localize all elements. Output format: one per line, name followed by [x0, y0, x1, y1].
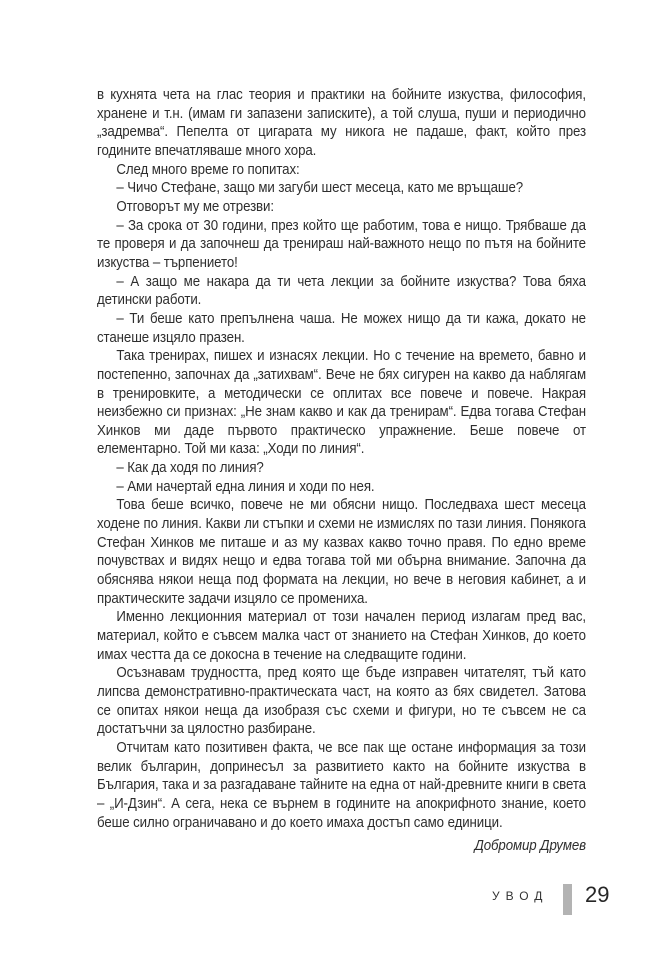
paragraph: Отговорът му ме отрезви: [116, 198, 274, 215]
paragraph-dialogue: – Как да ходя по линия? [116, 460, 264, 477]
paragraph: Именно лекционния материал от този начален период излагам пред вас, материал, който е съвсем малка част от знанието на Стефан Хинков, до което имах честта да се докосна в течение на следващите години. [97, 609, 586, 663]
paragraph: Това беше всичко, повече не ми обясни нищо. Последваха шест месеца ходене по линия. Какви ли стъпки и схеми не измислях по тази линия. Понякога Стефан Хинков ме питаше и аз му казвах какво точно правя. По едно време почувствах и видях нещо и едва тогава той ми обърна внимание. Започна да обяснява някои неща под формата на лекции, но вече в неговия кабинет, а и практическите задачи изцяло се промениха. [97, 497, 586, 607]
author-credit: Добромир Друмев [474, 838, 586, 855]
page-number: 29 [585, 882, 610, 907]
paragraph-dialogue: – Чичо Стефане, защо ми загуби шест месеца, като ме връщаше? [116, 180, 524, 197]
paragraph-dialogue: – За срока от 30 години, през който ще работим, това е нищо. Трябваше да те проверя и да започнеш да тренираш най-важното нещо по пътя на бойните изкуства – търпението! [97, 217, 586, 271]
paragraph-dialogue: – Ами начертай една линия и ходи по нея. [116, 478, 375, 495]
footer-divider-bar [563, 884, 572, 915]
paragraph: Така тренирах, пишех и изнасях лекции. Но с течение на времето, бавно и постепенно, започнах да „затихвам“. Вече не бях сигурен на какво да наблягам в тренировките, а методически се оплитах все повече и повече. Накрая неизбежно си признах: „Не знам какво и как да тренирам“. Едва тогава Стефан Хинков ми даде първото практическо упражнение. Беше повече от елементарно. Той ми каза: „Ходи по линия“. [97, 348, 586, 458]
paragraph-dialogue: – А защо ме накара да ти чета лекции за бойните изкуства? Това бяха детински работи. [97, 273, 586, 309]
paragraph: в кухнята чета на глас теория и практики на бойните изкуства, философия, хранене и т.н. (имам ги запазени записките), а той слуша, пуши и периодично „задремва“. Пепелта от цигарата му никога не падаше, факт, който през годините впечатляваше много хора. [97, 87, 586, 159]
paragraph-dialogue: – Ти беше като препълнена чаша. Не можех нищо да ти кажа, докато не станеше изцяло празен. [97, 310, 586, 346]
footer-section-label: УВОД [492, 889, 549, 903]
paragraph: Осъзнавам трудността, пред която ще бъде изправен читателят, тъй като липсва демонстративно-практическата част, на която аз бях свидетел. Затова се опитах някои неща да изобразя със схеми и фигури, но те съвсем не са достатъчни за цялостно разбиране. [97, 665, 586, 738]
paragraph: Отчитам като позитивен факта, че все пак ще остане информация за този велик българин, допринесъл за развитието както на бойните изкуства в България, така и за разгадаване тайните на една от най-древните книги в света – „И-Дзин“. А сега, нека се върнем в годините на апокрифното знание, което беше силно ограничавано и до което имаха достъп само единици. [97, 739, 586, 831]
paragraph: След много време го попитах: [116, 161, 300, 178]
body-text [97, 86, 586, 856]
